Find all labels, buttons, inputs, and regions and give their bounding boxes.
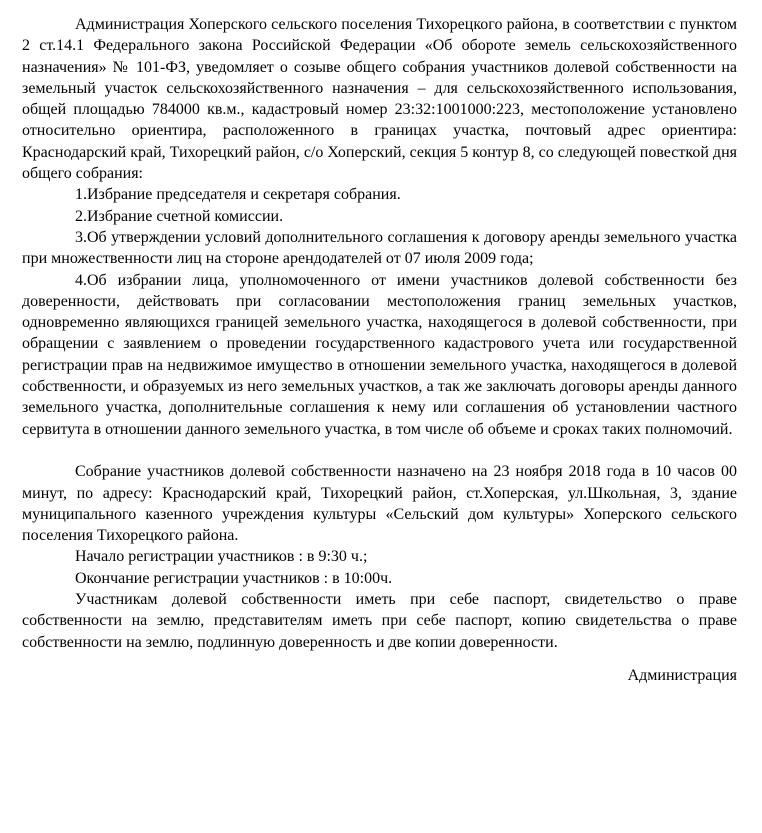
required-documents-paragraph: Участникам долевой собственности иметь при себе паспорт, свидетельство о праве собственности на землю, представителям иметь при себе паспорт, копию свидетельства о праве собственности на землю, подлинную доверенность и две копии доверенности. — [22, 591, 737, 651]
agenda-item-1: 1.Избрание председателя и секретаря собрания. — [75, 186, 401, 204]
signature-administration: Администрация — [627, 666, 737, 684]
notice-intro-paragraph: Администрация Хоперского сельского поселения Тихорецкого района, в соответствии с пунктом 2 ст.14.1 Федерального закона Российской Федерации «Об обороте земель сельскохозяйственного назначения» № 101-ФЗ, уведомляет о созыве общего собрания участников долевой собственности на земельный участок сельскохозяйственного назначения – для сельскохозяйственного использования, общей площадью 784000 кв.м., кадастровый номер 23:32:1001000:223, местоположение установлено относительно ориентира, расположенного в границах участка, почтовый адрес ориентира: Краснодарский край, Тихорецкий район, с/о Хоперский, секция 5 контур 8, со следующей повесткой дня общего собрания: — [22, 16, 737, 183]
agenda-item-4: 4.Об избрании лица, уполномоченного от имени участников долевой собственности без доверенности, действовать при согласовании местоположения границ земельных участков, одновременно являющихся границей земельного участка, находящегося в долевой собственности, при обращении с заявлением о проведении государственного кадастрового учета или государственной регистрации прав на недвижимое имущество в отношении земельного участка, находящегося в долевой собственности, и образуемых из него земельных участков, а так же заключать договоры аренды данного земельного участка, дополнительные соглашения к нему или соглашения об установлении частного сервитута в отношении данного земельного участка, в том числе об объеме и сроках таких полномочий. — [22, 271, 737, 438]
agenda-item-2: 2.Избрание счетной комиссии. — [75, 207, 284, 225]
paragraph-spacer — [22, 440, 737, 461]
agenda-item-3: 3.Об утверждении условий дополнительного соглашения к договору аренды земельного участка при множественности лиц на стороне арендодателей от 07 июля 2009 года; — [22, 228, 737, 268]
notice-document — [22, 14, 737, 686]
registration-start-line: Начало регистрации участников : в 9:30 ч.; — [75, 548, 368, 566]
meeting-details-paragraph: Собрание участников долевой собственности назначено на 23 ноября 2018 года в 10 часов 00 минут, по адресу: Краснодарский край, Тихорецкий район, ст.Хоперская, ул.Школьная, 3, здание муниципального казенного учреждения культуры «Сельский дом культуры» Хоперского сельского поселения Тихорецкого района. — [22, 463, 737, 545]
registration-end-line: Окончание регистрации участников : в 10:00ч. — [75, 569, 393, 587]
